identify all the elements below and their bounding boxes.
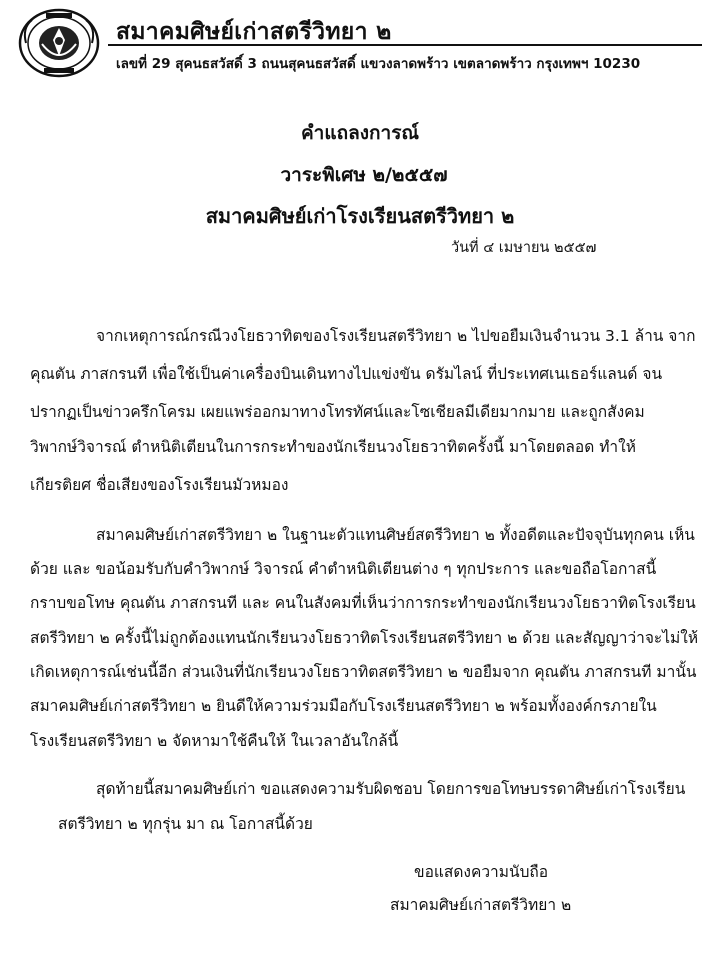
- document-title: คำแถลงการณ์: [300, 122, 420, 144]
- paragraph-line: ด้วย และ ขอน้อมรับกับคำวิพากษ์ วิจารณ์ คำตำหนิติเตียนต่าง ๆ ทุกประการ และขอถือโอกาสนี้: [30, 560, 657, 578]
- paragraph-line: ปรากฏเป็นข่าวครึกโครม เผยแพร่ออกมาทางโทรทัศน์และโซเชียลมีเดียมากมาย และถูกสังคม: [30, 403, 645, 421]
- organization-address: เลขที่ 29 สุคนธสวัสดิ์ 3 ถนนสุคนธสวัสดิ์ แขวงลาดพร้าว เขตลาดพร้าว กรุงเทพฯ 10230: [116, 56, 641, 72]
- paragraph-line: สตรีวิทยา ๒ ครั้งนี้ไม่ถูกต้องแทนนักเรียนวงโยธวาทิตโรงเรียนสตรีวิทยา ๒ ด้วย และสัญญาว่าจะไม่ให้: [30, 629, 699, 647]
- paragraph-line: เกิดเหตุการณ์เช่นนี้อีก ส่วนเงินที่นักเรียนวงโยธวาทิตสตรีวิทยา ๒ ขอยืมจาก คุณตัน ภาสกรนที มานั้น: [30, 663, 697, 681]
- document-date: วันที่ ๔ เมษายน ๒๕๕๗: [451, 240, 597, 256]
- signatory: สมาคมศิษย์เก่าสตรีวิทยา ๒: [390, 896, 572, 914]
- paragraph-line: สตรีวิทยา ๒ ทุกรุ่น มา ณ โอกาสนี้ด้วย: [58, 815, 313, 833]
- association-seal-icon: [18, 8, 100, 78]
- letterhead: [18, 6, 708, 82]
- paragraph-line: โรงเรียนสตรีวิทยา ๒ จัดหามาใช้คืนให้ ในเวลาอันใกล้นี้: [30, 732, 399, 750]
- document-subtitle: วาระพิเศษ ๒/๒๕๕๗: [280, 164, 448, 186]
- paragraph-line: จากเหตุการณ์กรณีวงโยธวาทิตของโรงเรียนสตรีวิทยา ๒ ไปขอยืมเงินจำนวน 3.1 ล้าน จาก: [96, 327, 696, 345]
- paragraph-line: สมาคมศิษย์เก่าสตรีวิทยา ๒ ยินดีให้ความร่วมมือกับโรงเรียนสตรีวิทยา ๒ พร้อมทั้งองค์กรภายใน: [30, 697, 657, 715]
- document-issuer: สมาคมศิษย์เก่าโรงเรียนสตรีวิทยา ๒: [205, 204, 515, 228]
- paragraph-line: กราบขอโทษ คุณตัน ภาสกรนที และ คนในสังคมที่เห็นว่าการกระทำของนักเรียนวงโยธวาทิตโรงเรียน: [30, 594, 696, 612]
- paragraph-line: เกียรติยศ ชื่อเสียงของโรงเรียนมัวหมอง: [30, 476, 289, 494]
- paragraph-line: สมาคมศิษย์เก่าสตรีวิทยา ๒ ในฐานะตัวแทนศิษย์สตรีวิทยา ๒ ทั้งอดีตและปัจจุบันทุกคน เห็น: [96, 526, 695, 544]
- header-divider: [108, 44, 702, 46]
- closing-regards: ขอแสดงความนับถือ: [414, 863, 549, 881]
- paragraph-line: วิพากษ์วิจารณ์ ตำหนิติเตียนในการกระทำของนักเรียนวงโยธวาทิตครั้งนี้ มาโดยตลอด ทำให้: [30, 438, 636, 456]
- organization-name: สมาคมศิษย์เก่าสตรีวิทยา ๒: [116, 19, 392, 45]
- paragraph-line: สุดท้ายนี้สมาคมศิษย์เก่า ขอแสดงความรับผิดชอบ โดยการขอโทษบรรดาศิษย์เก่าโรงเรียน: [96, 780, 686, 798]
- paragraph-line: คุณตัน ภาสกรนที เพื่อใช้เป็นค่าเครื่องบินเดินทางไปแข่งขัน ดรัมไลน์ ที่ประเทศเนเธอร์แลนด์ จน: [30, 365, 663, 383]
